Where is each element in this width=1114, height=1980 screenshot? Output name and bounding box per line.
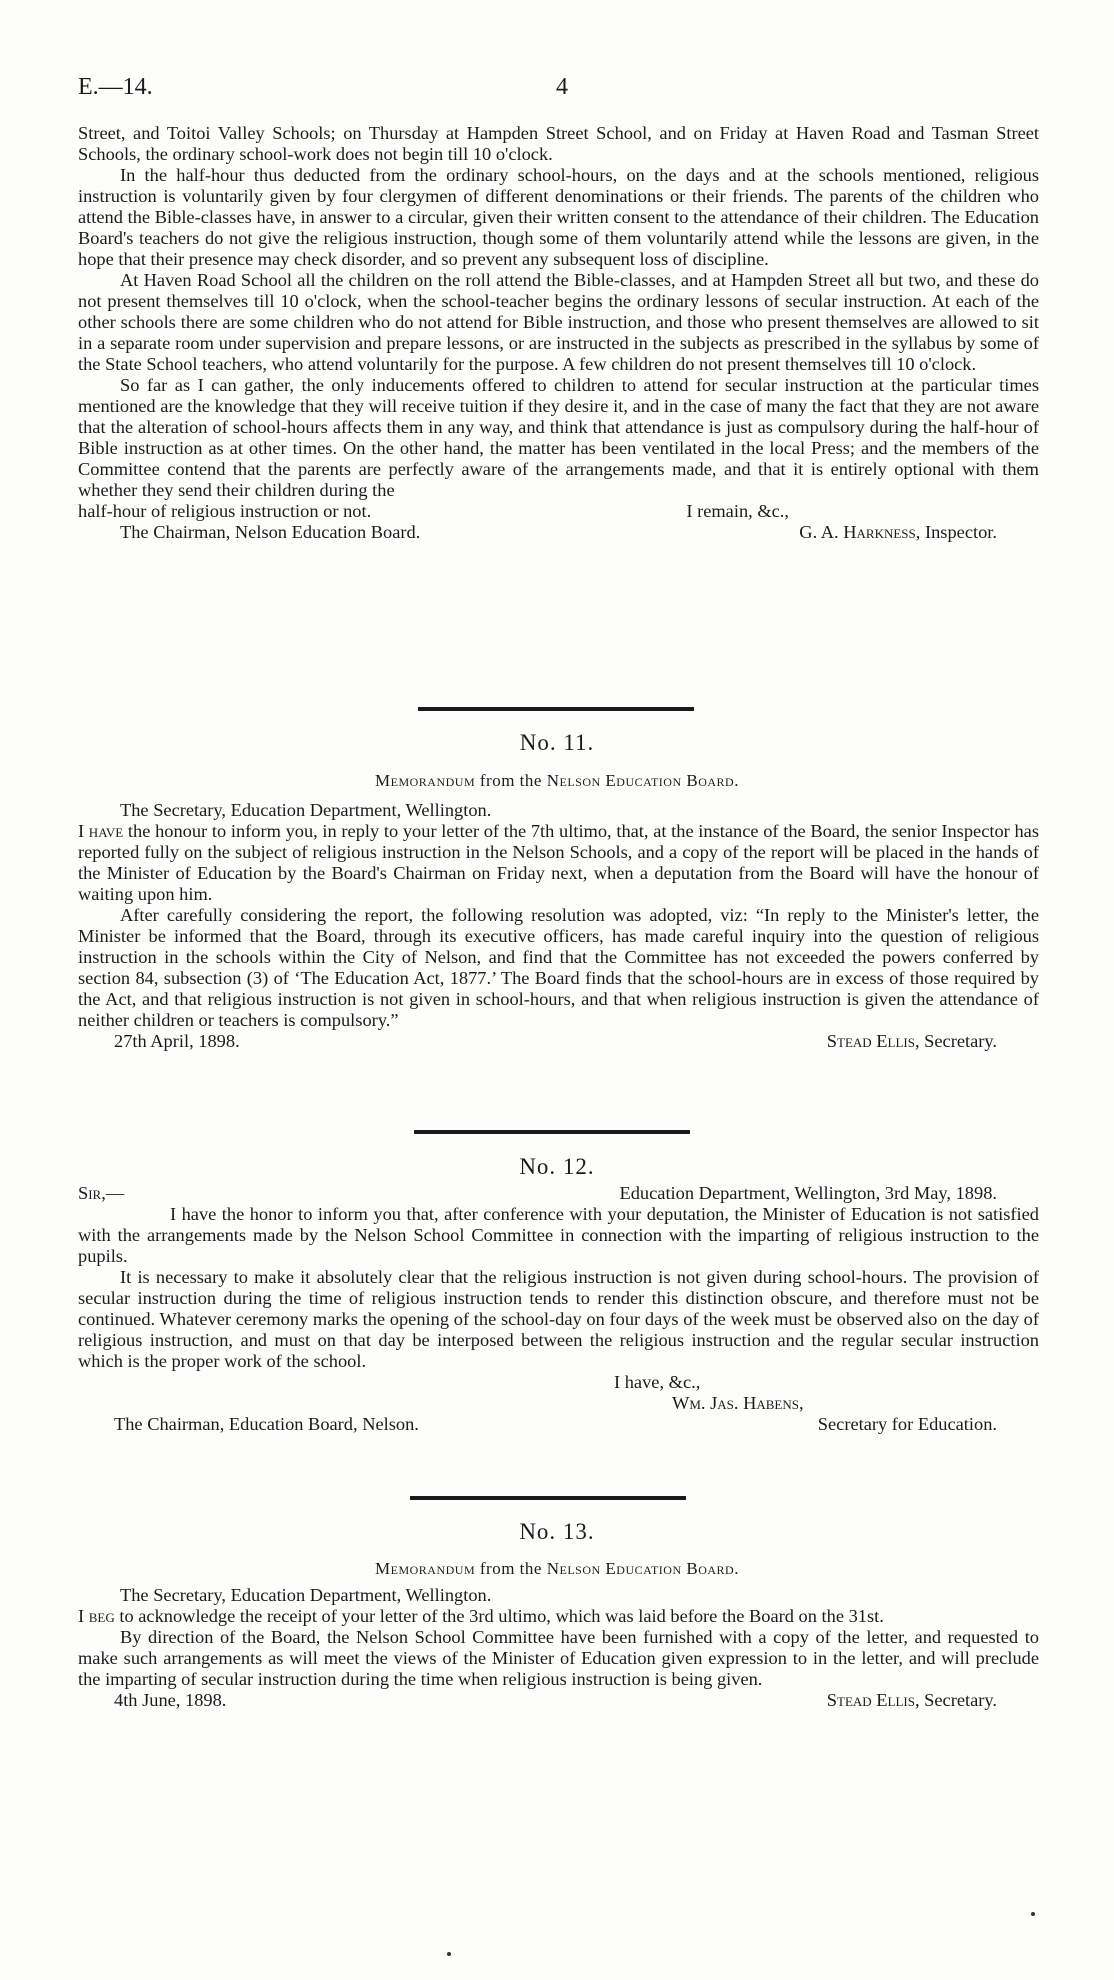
intro-closing: I remain, &c., [686, 501, 789, 521]
intro-letter [78, 123, 1039, 543]
no12-signature-name: Wm. Jas. Habens, [672, 1393, 804, 1413]
no13-paragraph-2: By direction of the Board, the Nelson School Committee have been furnished with a copy of the letter, and requested to make such arrangements as will meet the views of the Minister of Education given expression to in the letter, and will preclude the imparting of secular instruction during the time when religious instruction is being given. [78, 1627, 1039, 1689]
no13-date: 4th June, 1898. [114, 1690, 227, 1710]
no12-header-row [78, 1183, 1039, 1204]
intro-addressee: The Chairman, Nelson Education Board. [120, 522, 421, 542]
no13-to-line: The Secretary, Education Department, Wellington. [120, 1585, 492, 1605]
ink-speck [1031, 1912, 1035, 1916]
memo-from-no13: from the [479, 1559, 542, 1578]
intro-closing-row [78, 501, 1039, 522]
intro-signature-name: Harkness, [843, 522, 921, 542]
intro-signature-title: Inspector. [924, 522, 997, 542]
intro-paragraph-2: In the half-hour thus deducted from the ordinary school-hours, on the days and at the schools mentioned, religious instruction is voluntarily given by four clergymen of different denominations or their friends. The parents of the children who attend the Bible-classes have, in answer to a circular, given their written consent to the attendance of their children. The Education Board's teachers do not give the religious instruction, though some of them voluntarily attend while the lessons are given, in the hope that their presence may check disorder, and so prevent any subsequent loss of discipline. [78, 165, 1039, 269]
no12-letter [78, 1183, 1039, 1435]
no11-paragraph-1 [78, 821, 1039, 905]
no11-date: 27th April, 1898. [114, 1031, 240, 1051]
intro-last-line: half-hour of religious instruction or not. [78, 501, 372, 521]
memo-body-no13: Nelson Education Board. [546, 1559, 739, 1578]
section-divider-2 [414, 1130, 690, 1134]
memo-from-no11: from the [479, 771, 542, 790]
section-title-no12: No. 12. [519, 1154, 595, 1179]
no13-signature-title: Secretary. [924, 1690, 997, 1710]
no11-paragraph-2: After carefully considering the report, the following resolution was adopted, viz: “In reply to the Minister's letter, the Minister be informed that the Board, through its executive officers, has made careful inquiry into the question of religious instruction in the schools within the City of Nelson, and find that the Committee has not exceeded the powers conferred by section 84, subsection (3) of ‘The Education Act, 1877.’ The Board finds that the school-hours are in excess of those required by the Act, and that religious instruction is not given in school-hours, and that when religious instruction is given the attendance of neither children or teachers is compulsory.” [78, 905, 1039, 1030]
section-title-no11: No. 11. [519, 730, 595, 755]
no12-paragraph-1: I have the honor to inform you that, after conference with your deputation, the Minister of Education is not satisfied with the arrangements made by the Nelson School Committee in connection with the imparting of religious instruction to the pupils. [78, 1204, 1039, 1266]
memo-heading-no11 [0, 771, 1114, 791]
document-reference: E.—14. [78, 74, 153, 100]
no11-lead-words: I have [78, 821, 124, 841]
no13-signature [827, 1690, 997, 1711]
no13-paragraph-1-text: to acknowledge the receipt of your letter of the 3rd ultimo, which was laid before the Board on the 31st. [119, 1606, 884, 1626]
no13-paragraph-1 [78, 1606, 1039, 1627]
no12-closing: I have, &c., [614, 1372, 701, 1392]
memo-word-no11: Memorandum [375, 771, 476, 790]
no12-paragraph-2: It is necessary to make it absolutely clear that the religious instruction is not given during school-hours. The provision of secular instruction during the time of religious instruction tends to render this distinction obscure, and therefore must not be continued. Whatever ceremony marks the opening of the school-day on four days of the week must be observed also on the day of religious instruction, and must on that day be interposed between the religious instruction and the regular secular instruction which is the proper work of the school. [78, 1267, 1039, 1371]
memo-heading-no13 [0, 1559, 1114, 1579]
no11-signature [827, 1031, 997, 1052]
section-divider-3 [410, 1496, 686, 1500]
no11-signature-row [78, 1031, 1039, 1052]
no11-signature-title: Secretary. [924, 1031, 997, 1051]
no12-salutation: Sir,— [78, 1183, 125, 1203]
intro-paragraph-4: So far as I can gather, the only inducements offered to children to attend for secular instruction at the particular times mentioned are the knowledge that they will receive tuition if they desire it, and in the case of many the fact that they are not aware that the alteration of school-hours affects them in any way, and think that attendance is just as compulsory during the half-hour of Bible instruction as at other times. On the other hand, the matter has been ventilated in the local Press; and the members of the Committee contend that the parents are perfectly aware of the arrangements made, and that it is entirely optional with them whether they send their children during the [78, 375, 1039, 500]
no11-paragraph-1-text: the honour to inform you, in reply to your letter of the 7th ultimo, that, at the instance of the Board, the senior Inspector has reported fully on the subject of religious instruction in the Nelson Schools, and a copy of the report will be placed in the hands of the Minister of Education by the Board's Chairman on Friday next, when a deputation from the Board will have the honour of waiting upon him. [78, 821, 1039, 904]
ink-speck [447, 1952, 451, 1956]
section-divider-1 [418, 707, 694, 711]
intro-signature [799, 522, 997, 543]
no12-signature-row [78, 1414, 1039, 1435]
no12-addressee: The Chairman, Education Board, Nelson. [114, 1414, 419, 1434]
no11-memo [78, 800, 1039, 1052]
no12-dateline: Education Department, Wellington, 3rd May, 1898. [619, 1183, 997, 1203]
intro-paragraph-1: Street, and Toitoi Valley Schools; on Thursday at Hampden Street School, and on Friday at Haven Road and Tasman Street Schools, the ordinary school-work does not begin till 10 o'clock. [78, 123, 1039, 164]
no11-to-line: The Secretary, Education Department, Wellington. [120, 800, 492, 820]
no11-signature-name: Stead Ellis, [826, 1031, 920, 1051]
intro-paragraph-3: At Haven Road School all the children on the roll attend the Bible-classes, and at Hampden Street all but two, and these do not present themselves till 10 o'clock, when the school-teacher begins the ordinary lessons of secular instruction. At each of the other schools there are some children who do not attend for Bible instruction, and those who present themselves are allowed to sit in a separate room under supervision and prepare lessons, or are instructed in the subjects as prescribed in the syllabus by some of the State School teachers, who attend voluntarily for the purpose. A few children do not present themselves till 10 o'clock. [78, 270, 1039, 374]
no13-lead-words: I beg [78, 1606, 115, 1626]
memo-word-no13: Memorandum [375, 1559, 476, 1578]
memo-body-no11: Nelson Education Board. [546, 771, 739, 790]
no12-signature-title: Secretary for Education. [817, 1414, 997, 1434]
intro-signature-row [78, 522, 1039, 543]
no13-signature-row [78, 1690, 1039, 1711]
no13-memo [78, 1585, 1039, 1711]
intro-signature-initials: G. A. [799, 522, 839, 542]
section-title-no13: No. 13. [519, 1519, 595, 1544]
page-number: 4 [556, 74, 568, 100]
no13-signature-name: Stead Ellis, [826, 1690, 920, 1710]
